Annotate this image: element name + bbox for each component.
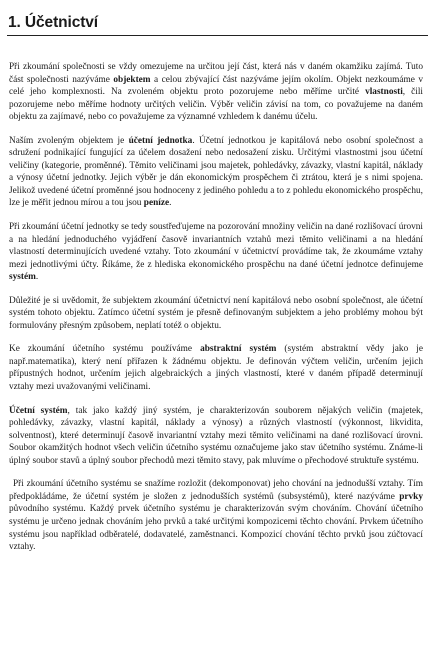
paragraph: [9, 221, 423, 284]
bold-term: abstraktní systém: [200, 344, 277, 355]
bold-term: Účetní systém: [9, 405, 68, 416]
bold-term: vlastnosti: [365, 87, 403, 98]
heading-underline: [7, 35, 428, 36]
bold-term: systém: [9, 272, 36, 283]
text-run: .: [35, 272, 39, 283]
paragraph: [9, 295, 423, 333]
text-run: Při zkoumání účetního systému se snažíme rozložit (dekomponovat) jeho chování na jednodušší vztahy. Tím předpokládáme, že účetní systém je složen z jednodušších systémů (subsystémů), které nazýváme: [9, 479, 423, 502]
text-run: Při zkoumání účetní jednotky se tedy soustřeďujeme na pozorování množiny veličin na dané rozlišovací úrovni a na hledání jednoduchého vyjádření časově invariantních vztahů mezi těmito veličinami a na hledání vlastností determinujících uvedené vztahy. Toto zkoumání v účetnictví provádíme tak, že zkoumáme vztahy mezi jednotlivými účty. Říkáme, že z hlediska ekonomického prospěchu na dané účetní jednotce definujeme: [9, 222, 423, 270]
text-run: . Účetní jednotkou je kapitálová nebo osobní společnost a sdružení podnikající fungující za účelem dosažení nebo nedosažení zisku. Určitými vlastnostmi jsou účetní veličiny (kategorie, proměnné). Těmito veličinami jsou majetek, pohledávky, závazky, vlastní kapitál, náklady a výnosy účetní jednotky. Jejich výběr je dán ekonomickým prospěchem či ztrátou, která je s nimi spojena. Jelikož uvedené účetní proměnné jsou hodnoceny z jediného pohledu a to z pohledu ekonomického prospěchu, lze je měřit jednou mírou a tou jsou: [9, 135, 423, 209]
paragraph: [9, 135, 423, 210]
text-run: (systém abstraktní vědy jako je např.matematika), který není přiřazen k žádnému objektu. Je definován výčtem veličin, určením jejich přípustných hodnot, určením jejich algebraických a jiných vlastností, které v daném případě determinují vztahy mezi uvažovanými veličinami.: [9, 344, 423, 393]
text-run: Při zkoumání společnosti se vždy omezujeme na určitou její část, která nás v daném okamžiku zajímá. Tuto část společnosti nazýváme: [9, 62, 423, 85]
bold-term: účetní jednotka: [128, 135, 193, 146]
document-body: [0, 61, 435, 554]
bold-term: prvky: [399, 491, 423, 502]
text-run: a celou zbývající část nazýváme jejím okolím. Objekt nezkoumáme v celé jeho komplexnosti. Na zvoleném objektu proto pozorujeme nebo měříme určité: [9, 74, 423, 98]
bold-term: objektem: [113, 74, 151, 85]
chapter-heading: 1. Účetnictví: [8, 14, 99, 31]
paragraph: [9, 478, 423, 553]
text-run: , tak jako každý jiný systém, je charakterizován souborem nějakých veličin (majetek, pohledávky, závazky, vlastní kapitál, náklady a výnosy) a různých vlastností (výkonnost, likvidita, solventnost), které determinují časově invariantní vztahy mezi těmito veličinami na dané rozlišovací úrovni. Soubor okamžitých hodnot všech veličin účetního systému označujeme jako stav účetního systému. Známe-li úplný soubor stavů a úplný soubor přechodů mezi těmito stavy, pak mluvíme o přechodové struktuře systému.: [9, 405, 424, 466]
text-run: Naším zvoleným objektem je: [9, 135, 129, 146]
text-run: .: [169, 198, 172, 209]
paragraph: [9, 343, 423, 393]
paragraph: [9, 405, 423, 468]
text-run: Ke zkoumání účetního systému používáme: [9, 344, 201, 355]
text-run: původního systému. Každý prvek účetního systému je charakterizován svým chováním. Chování účetního systému je určeno jednak chováním jeho prvků a také určitými kompozicemi těchto chování. Prvkem účetního systému jsou například odběratelé, dodavatelé, zaměstnanci. Kompozicí chování těchto prvků jsou zúčtovací vztahy.: [9, 504, 423, 553]
bold-term: peníze: [143, 198, 170, 209]
paragraph: [9, 61, 423, 124]
text-run: Důležité je si uvědomit, že subjektem zkoumání účetnictví není kapitálová nebo osobní společnost, ale účetní systém tohoto objektu. Zatímco účetní systém je přesně definovaným subjektem a jeho problémy mohou být formulovány přesným způsobem, neplatí totéž o objektu.: [9, 295, 423, 331]
text-run: , čili pozorujeme nebo měříme hodnoty určitých veličin. Výběr veličin závisí na tom, co považujeme na daném objektu za zajímavé, nebo co považujeme za významné vzhledem k danému účelu.: [9, 87, 423, 123]
